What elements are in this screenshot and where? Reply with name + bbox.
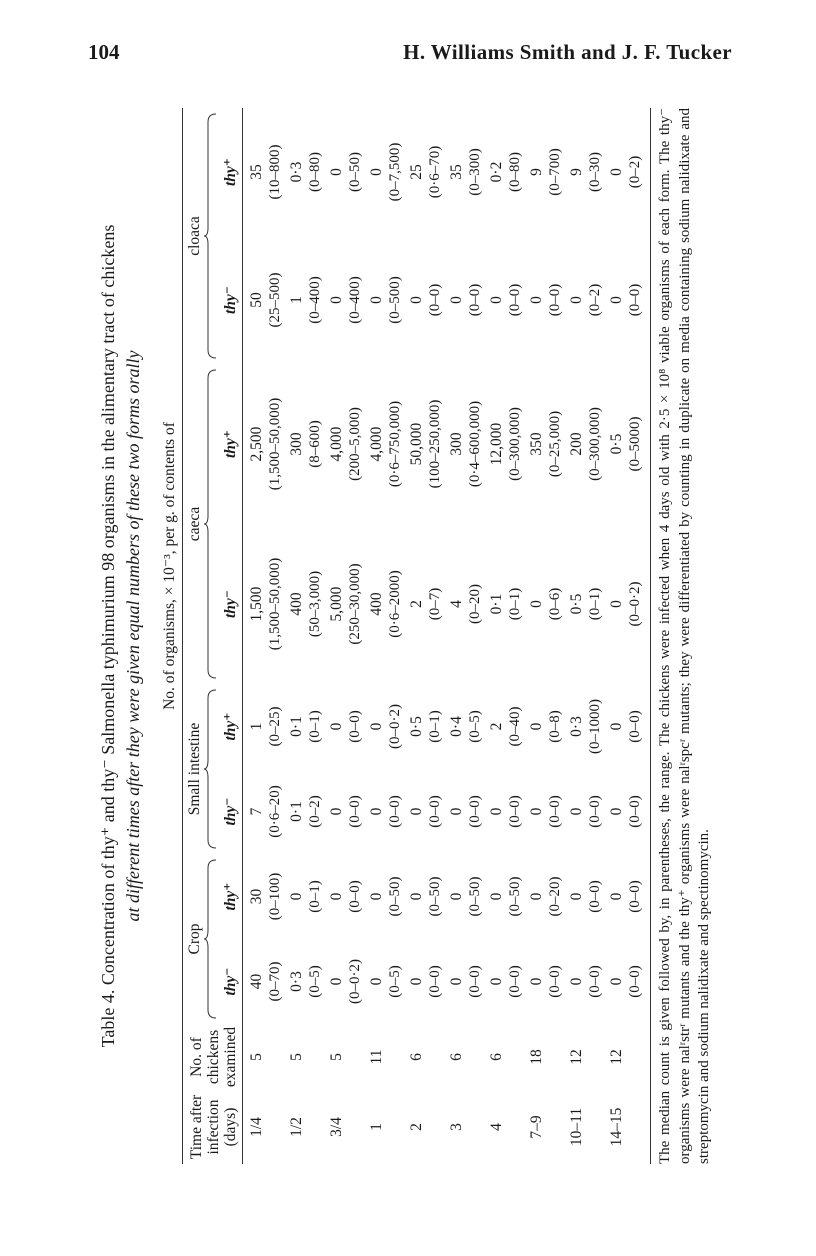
cell-median: 2,500: [248, 426, 265, 462]
cell-range: (0–30): [587, 152, 603, 192]
cell-median: 0: [608, 892, 625, 901]
cell-range: (0–700): [547, 148, 563, 196]
cell-median: 0: [568, 892, 585, 901]
group-caeca: caeca: [186, 506, 203, 542]
table-cell: [288, 769, 324, 854]
cell-range: (0·4–600,000): [467, 400, 483, 488]
cell-median: 0: [328, 807, 345, 816]
cell-range: (0–0): [547, 795, 563, 828]
table-cell: [528, 854, 564, 939]
cell-range: (0–50): [467, 876, 483, 917]
table-cell: [408, 854, 444, 939]
cell-median: 0: [288, 892, 305, 901]
cell-median: 2: [488, 722, 505, 731]
cell-median: 0: [448, 977, 465, 986]
table-cell: [328, 939, 364, 1024]
table-cell: [368, 108, 404, 236]
cell-median: 0: [368, 977, 385, 986]
cell-median: 0·5: [608, 433, 625, 455]
cell-range: (0·6–20): [267, 785, 283, 838]
cell-range: (0·6–750,000): [387, 400, 403, 488]
cell-range: (0–5): [467, 710, 483, 743]
cell-median: 0: [448, 892, 465, 901]
table-cell: [448, 939, 484, 1024]
cell-median: 0: [488, 892, 505, 901]
cell-median: 1: [248, 722, 265, 731]
table-cell: [448, 769, 484, 854]
cell-median: 0: [608, 296, 625, 304]
table-cell: [288, 524, 324, 684]
cell-range: (25–500): [267, 272, 283, 328]
cell-range: (0–300,000): [587, 407, 603, 481]
cell-range: (8–600): [307, 420, 323, 468]
cell-range: (0–80): [307, 152, 323, 192]
cell-range: (0·6–70): [427, 145, 443, 199]
table-cell: [528, 524, 564, 684]
cell-median: 0: [488, 807, 505, 816]
table-caption: [96, 108, 146, 1164]
table-cell: [328, 854, 364, 939]
table-cell: [328, 524, 364, 684]
cell-median: 0: [608, 722, 625, 731]
table-cell: [368, 364, 404, 524]
cell-median: 0: [608, 168, 625, 176]
cell-median: 50: [248, 292, 265, 308]
cell-median: 0·4: [448, 716, 465, 737]
cell-range: (200–5,000): [347, 407, 363, 481]
table-cell: [488, 524, 524, 684]
cell-range: (0–0): [387, 795, 403, 828]
cell-range: (0–50): [507, 876, 523, 917]
cell-range: (0–500): [387, 276, 403, 324]
units-header: No. of organisms, × 10⁻³, per g. of contents of: [161, 422, 178, 710]
cell-median: 300: [448, 432, 465, 456]
cell-range: (0–0): [627, 710, 643, 743]
cell-range: (0–50): [387, 876, 403, 917]
sub-caeca-thy-minus: thy⁻: [222, 590, 239, 618]
row-time: 3/4: [328, 1117, 345, 1137]
table-cell: [608, 236, 644, 364]
table-cell: [568, 854, 604, 939]
cell-median: 0: [568, 296, 585, 304]
table-cell: [248, 236, 284, 364]
cell-median: 0: [408, 807, 425, 816]
cell-median: 5,000: [328, 586, 345, 622]
cell-range: (0–0): [587, 880, 603, 913]
table-cell: [408, 524, 444, 684]
cell-median: 12,000: [488, 422, 505, 466]
cell-range: (0–0): [507, 283, 523, 317]
cell-median: 1: [288, 296, 305, 304]
table-cell: [608, 939, 644, 1024]
table-cell: [488, 684, 524, 769]
col-header-time: Time after infection (days): [188, 1094, 239, 1160]
cell-range: (0–0·2): [347, 959, 363, 1004]
table-cell: [368, 684, 404, 769]
cell-range: (0–5): [307, 965, 323, 998]
table-cell: [568, 236, 604, 364]
cell-median: 4,000: [368, 426, 385, 462]
running-header-authors: H. Williams Smith and J. F. Tucker: [403, 40, 732, 64]
cell-median: 50,000: [408, 422, 425, 466]
row-chickens: 6: [488, 1053, 505, 1061]
cell-range: (0–1): [587, 587, 603, 621]
sub-cloaca-thy-minus: thy⁻: [222, 286, 239, 314]
cell-median: 25: [408, 164, 425, 180]
table-cell: [528, 684, 564, 769]
cell-range: (0–0·2): [387, 704, 403, 749]
cell-median: 0: [528, 892, 545, 901]
row-time: 10–11: [568, 1107, 585, 1147]
cell-median: 7: [248, 807, 265, 816]
table-cell: [248, 108, 284, 236]
cell-range: (10–800): [267, 144, 283, 200]
cell-range: (0–1): [307, 710, 323, 743]
table-cell: [328, 108, 364, 236]
cell-range: (0–0): [627, 880, 643, 913]
cell-range: (0·6–2000): [387, 570, 403, 638]
cell-median: 0: [608, 807, 625, 816]
row-chickens: 18: [528, 1049, 545, 1065]
row-time: 14–15: [608, 1107, 625, 1147]
table-cell: [448, 236, 484, 364]
table-cell: [568, 364, 604, 524]
table-top-rule: [182, 108, 183, 1164]
cell-median: 0: [408, 977, 425, 986]
cell-range: (0–40): [507, 706, 523, 747]
table-cell: [488, 769, 524, 854]
cell-median: 0: [528, 977, 545, 986]
table-cell: [608, 524, 644, 684]
table-cell: [528, 939, 564, 1024]
cell-median: 0: [488, 296, 505, 304]
group-braces: [204, 108, 218, 1024]
cell-range: (50–3,000): [307, 570, 323, 638]
table-cell: [488, 236, 524, 364]
table-cell: [528, 236, 564, 364]
cell-range: (0–7): [427, 587, 443, 621]
table-cell: [328, 236, 364, 364]
sub-si-thy-plus: thy⁺: [222, 712, 239, 741]
table-cell: [488, 364, 524, 524]
cell-median: 0·5: [408, 716, 425, 737]
table-cell: [408, 364, 444, 524]
cell-median: 4: [448, 600, 465, 608]
table-cell: [408, 769, 444, 854]
cell-range: (0–0): [587, 965, 603, 998]
table-cell: [488, 939, 524, 1024]
table-cell: [528, 108, 564, 236]
cell-median: 0: [448, 296, 465, 304]
cell-median: 400: [288, 592, 305, 616]
cell-median: 0·3: [288, 971, 305, 992]
cell-median: 0: [528, 296, 545, 304]
cell-median: 4,000: [328, 426, 345, 462]
cell-range: (100–250,000): [427, 399, 443, 489]
row-chickens: 6: [448, 1053, 465, 1061]
cell-median: 0: [368, 892, 385, 901]
cell-median: 9: [568, 168, 585, 176]
row-chickens: 12: [608, 1049, 625, 1065]
cell-median: 300: [288, 432, 305, 456]
table-cell: [368, 524, 404, 684]
table-cell: [328, 684, 364, 769]
table-cell: [448, 364, 484, 524]
cell-range: (0–50): [427, 876, 443, 917]
sub-cloaca-thy-plus: thy⁺: [222, 158, 239, 186]
cell-median: 0: [368, 168, 385, 176]
table-cell: [608, 854, 644, 939]
cell-median: 2: [408, 600, 425, 608]
table-cell: [608, 108, 644, 236]
group-crop: Crop: [186, 923, 203, 955]
cell-range: (0–1000): [587, 699, 603, 754]
table-cell: [288, 108, 324, 236]
table-cell: [248, 939, 284, 1024]
table-cell: [608, 364, 644, 524]
cell-median: 0: [408, 296, 425, 304]
row-chickens: 5: [248, 1053, 265, 1061]
cell-median: 0·3: [288, 161, 305, 183]
sub-crop-thy-minus: thy⁻: [222, 967, 239, 996]
cell-median: 0: [368, 807, 385, 816]
cell-median: 40: [248, 973, 265, 990]
table-cell: [448, 524, 484, 684]
cell-range: (0–25): [267, 706, 283, 747]
cell-range: (250–30,000): [347, 563, 363, 645]
cell-range: (0–0): [467, 965, 483, 998]
table-cell: [288, 854, 324, 939]
cell-range: (0–2): [307, 795, 323, 828]
cell-range: (0–0·2): [627, 581, 643, 627]
cell-median: 0·1: [288, 716, 305, 737]
cell-median: 0: [608, 977, 625, 986]
cell-median: 0·2: [488, 161, 505, 183]
table-cell: [328, 769, 364, 854]
table-header-rule: [242, 108, 243, 1164]
cell-median: 0: [328, 977, 345, 986]
row-chickens: 5: [328, 1053, 345, 1061]
cell-range: (0–0): [507, 795, 523, 828]
table-cell: [568, 769, 604, 854]
cell-median: 0: [328, 892, 345, 901]
table-cell: [448, 108, 484, 236]
row-time: 1/2: [288, 1117, 305, 1137]
cell-range: (0–0): [427, 283, 443, 317]
table-cell: [408, 108, 444, 236]
cell-range: (0–80): [507, 152, 523, 192]
cell-median: 35: [248, 164, 265, 180]
cell-median: 0: [568, 977, 585, 986]
table-cell: [568, 108, 604, 236]
cell-median: 400: [368, 592, 385, 616]
cell-median: 35: [448, 164, 465, 180]
cell-range: (0–300,000): [507, 407, 523, 481]
cell-median: 0: [608, 600, 625, 608]
row-chickens: 6: [408, 1053, 425, 1061]
cell-median: 0: [528, 807, 545, 816]
sub-crop-thy-plus: thy⁺: [222, 882, 239, 911]
cell-median: 350: [528, 432, 545, 456]
row-chickens: 11: [368, 1049, 385, 1065]
cell-range: (0–5): [387, 965, 403, 998]
cell-range: (0–2): [627, 155, 643, 189]
table-cell: [488, 108, 524, 236]
cell-range: (0–50): [347, 152, 363, 192]
cell-range: (0–7,500): [387, 142, 403, 202]
row-time: 3: [448, 1123, 465, 1131]
cell-range: (0–300): [467, 148, 483, 196]
table-cell: [328, 364, 364, 524]
table-cell: [368, 939, 404, 1024]
cell-range: (0–400): [307, 276, 323, 324]
cell-median: 0: [368, 296, 385, 304]
page-number: 104: [88, 40, 120, 64]
group-cloaca: cloaca: [186, 216, 203, 256]
cell-range: (0–0): [547, 283, 563, 317]
table-cell: [408, 236, 444, 364]
cell-median: 0: [328, 296, 345, 304]
table-cell: [288, 364, 324, 524]
row-time: 2: [408, 1123, 425, 1131]
cell-median: 0·5: [568, 593, 585, 615]
cell-range: (0–6): [547, 587, 563, 621]
table-cell: [408, 684, 444, 769]
cell-median: 30: [248, 888, 265, 905]
cell-median: 0: [528, 722, 545, 731]
row-chickens: 12: [568, 1049, 585, 1065]
cell-median: 0·1: [488, 593, 505, 615]
cell-range: (0–0): [627, 795, 643, 828]
row-time: 4: [488, 1123, 505, 1131]
table-bottom-rule: [650, 108, 651, 1164]
cell-median: 0: [488, 977, 505, 986]
cell-range: (0–100): [267, 872, 283, 921]
cell-median: 0: [328, 168, 345, 176]
cell-range: (0–20): [467, 584, 483, 624]
cell-median: 0: [408, 892, 425, 901]
cell-median: 0: [568, 807, 585, 816]
cell-range: (0–0): [467, 795, 483, 828]
cell-range: (0–400): [347, 276, 363, 324]
caption-line-2: at different times after they were given equal numbers of these two forms orally: [123, 350, 143, 922]
table-cell: [568, 524, 604, 684]
cell-range: (0–2): [587, 283, 603, 317]
cell-range: (0–1): [307, 880, 323, 913]
cell-range: (0–0): [547, 965, 563, 998]
cell-range: (1,500–50,000): [267, 557, 283, 651]
caption-line-1: Table 4. Concentration of thy⁺ and thy⁻ Salmonella typhimurium 98 organisms in the alimentary tract of chickens: [98, 224, 118, 1048]
table-cell: [408, 939, 444, 1024]
cell-range: (0–0): [427, 965, 443, 998]
cell-median: 0·3: [568, 716, 585, 737]
table-cell: [568, 939, 604, 1024]
rotated-table-block: [96, 108, 756, 1164]
sub-si-thy-minus: thy⁻: [222, 797, 239, 826]
sub-caeca-thy-plus: thy⁺: [222, 430, 239, 458]
table-cell: [248, 854, 284, 939]
cell-median: 1,500: [248, 586, 265, 622]
row-time: 1/4: [248, 1117, 265, 1137]
cell-range: (0–25,000): [547, 410, 563, 478]
cell-range: (0–1): [507, 587, 523, 621]
table-cell: [528, 364, 564, 524]
table-cell: [288, 236, 324, 364]
cell-median: 200: [568, 432, 585, 456]
table-cell: [248, 684, 284, 769]
table-cell: [288, 939, 324, 1024]
col-header-chickens: No. of chickens examined: [188, 1026, 239, 1088]
cell-range: (0–8): [547, 710, 563, 743]
cell-range: (0–5000): [627, 416, 643, 472]
cell-range: (0–70): [267, 961, 283, 1002]
table-cell: [368, 854, 404, 939]
table-cell: [288, 684, 324, 769]
cell-range: (0–0): [347, 795, 363, 828]
table-cell: [488, 854, 524, 939]
row-time: 1: [368, 1123, 385, 1131]
table-cell: [248, 524, 284, 684]
table-footnote: The median count is given followed by, in parentheses, the range. The chickens were infected when 4 days old with 2·5 × 10⁸ viable organisms of each form. The thy⁻ organisms were nalʳstrʳ mutants and the thy⁺ organisms were nalʳspcʳ mutants; they were differentiated by counting in duplicate on media containing sodium nalidixate and streptomycin and sodium nalidixate and spectinomycin.: [657, 108, 712, 1164]
cell-range: (0–1): [427, 710, 443, 743]
cell-median: 9: [528, 168, 545, 176]
cell-range: (0–0): [467, 283, 483, 317]
table-cell: [448, 854, 484, 939]
table-cell: [448, 684, 484, 769]
cell-median: 0: [528, 600, 545, 608]
cell-range: (0–0): [507, 965, 523, 998]
cell-median: 0: [448, 807, 465, 816]
table-cell: [368, 236, 404, 364]
table-cell: [248, 364, 284, 524]
cell-range: (0–20): [547, 876, 563, 917]
cell-range: (0–0): [587, 795, 603, 828]
row-time: 7–9: [528, 1115, 545, 1139]
table-cell: [528, 769, 564, 854]
cell-range: (0–0): [347, 710, 363, 743]
table-cell: [608, 769, 644, 854]
cell-range: (0–0): [427, 795, 443, 828]
cell-median: 0: [328, 722, 345, 731]
cell-median: 0: [368, 722, 385, 731]
table-cell: [568, 684, 604, 769]
table-cell: [248, 769, 284, 854]
cell-range: (0–0): [347, 880, 363, 913]
row-chickens: 5: [288, 1053, 305, 1061]
cell-range: (0–0): [627, 283, 643, 317]
table-cell: [608, 684, 644, 769]
table-cell: [368, 769, 404, 854]
cell-range: (0–0): [627, 965, 643, 998]
cell-median: 0·1: [288, 801, 305, 822]
group-small-intestine: Small intestine: [186, 722, 203, 816]
cell-range: (1,500–50,000): [267, 397, 283, 491]
